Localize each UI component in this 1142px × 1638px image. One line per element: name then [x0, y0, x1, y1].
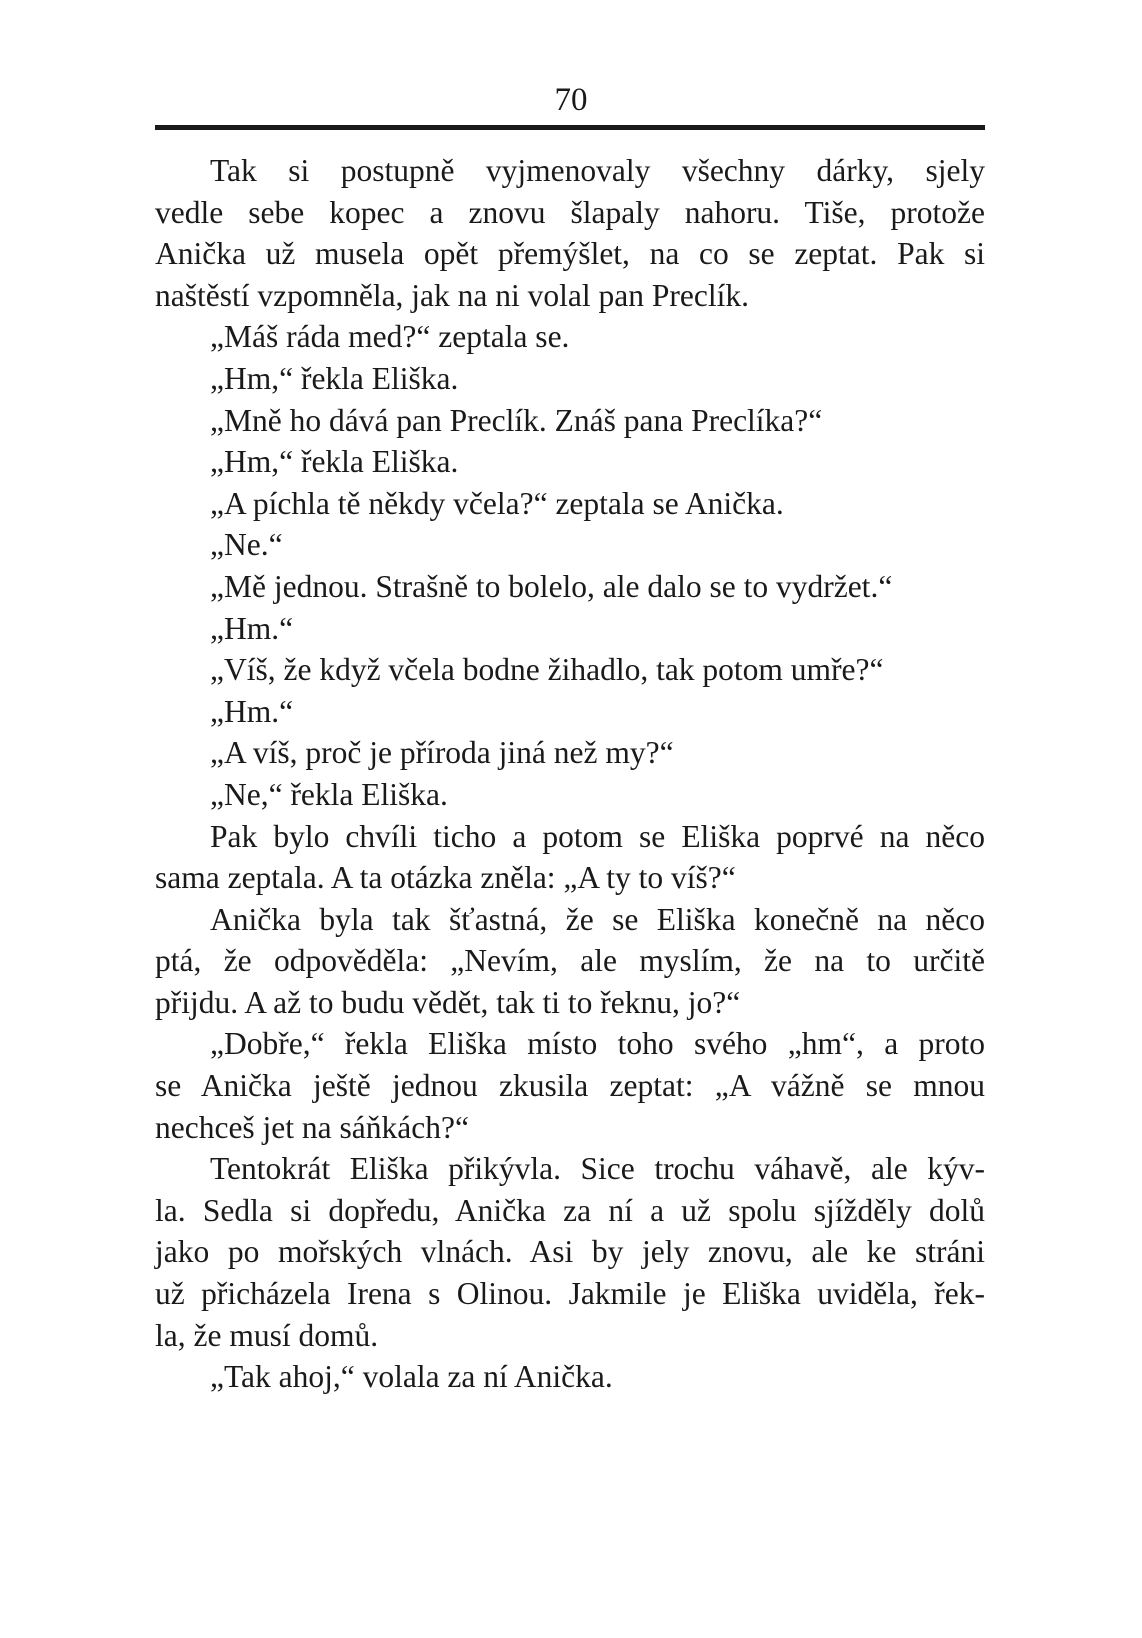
text-line: Anička byla tak šťastná, že se Eliška konečně na něco	[210, 901, 985, 937]
text-line: „Ne,“ řekla Eliška.	[210, 776, 448, 812]
text-line: naštěstí vzpomněla, jak na ni volal pan Preclík.	[155, 277, 749, 313]
text-line: „Hm.“	[210, 610, 294, 646]
text-line: „Hm,“ řekla Eliška.	[210, 444, 459, 480]
text-line: „Máš ráda med?“ zeptala se.	[210, 319, 570, 355]
text-line: „Hm.“	[210, 693, 294, 729]
text-line: přijdu. A až to budu vědět, tak ti to řeknu, jo?“	[155, 984, 741, 1020]
text-line: se Anička ještě jednou zkusila zeptat: „A vážně se mnou	[155, 1068, 985, 1104]
text-line: „Mně ho dává pan Preclík. Znáš pana Preclíka?“	[210, 402, 823, 438]
text-line: „A víš, proč je příroda jiná než my?“	[210, 735, 674, 771]
text-line: „Hm,“ řekla Eliška.	[210, 360, 459, 396]
text-line: „Dobře,“ řekla Eliška místo toho svého „hm“, a proto	[210, 1026, 985, 1062]
text-line: „Víš, že když včela bodne žihadlo, tak potom umře?“	[210, 652, 884, 688]
text-line: Tentokrát Eliška přikývla. Sice trochu váhavě, ale kýv-	[210, 1151, 985, 1187]
text-line: la. Sedla si dopředu, Anička za ní a už spolu sjížděly dolů	[155, 1192, 985, 1228]
text-line: Tak si postupně vyjmenovaly všechny dárky, sjely	[210, 153, 985, 188]
text-line: la, že musí domů.	[155, 1317, 379, 1353]
text-line: „Ne.“	[210, 527, 283, 563]
text-line: „Mě jednou. Strašně to bolelo, ale dalo se to vydržet.“	[210, 568, 893, 604]
body-text	[155, 150, 985, 1398]
text-line: „Tak ahoj,“ volala za ní Anička.	[210, 1359, 613, 1395]
text-line: sama zeptala. A ta otázka zněla: „A ty to víš?“	[155, 860, 736, 896]
text-line: nechceš jet na sáňkách?“	[155, 1109, 469, 1145]
text-line: vedle sebe kopec a znovu šlapaly nahoru. Tiše, protože	[155, 194, 985, 230]
page-number: 70	[554, 82, 588, 118]
text-line: Anička už musela opět přemýšlet, na co se zeptat. Pak si	[155, 236, 985, 272]
text-line: „A píchla tě někdy včela?“ zeptala se Anička.	[210, 485, 784, 521]
text-line: ptá, že odpověděla: „Nevím, ale myslím, že na to určitě	[155, 943, 985, 979]
text-line: Pak bylo chvíli ticho a potom se Eliška poprvé na něco	[210, 818, 985, 854]
text-line: jako po mořských vlnách. Asi by jely znovu, ale ke stráni	[155, 1234, 985, 1270]
header-rule	[155, 125, 985, 130]
text-line: už přicházela Irena s Olinou. Jakmile je Eliška uviděla, řek-	[155, 1276, 985, 1312]
